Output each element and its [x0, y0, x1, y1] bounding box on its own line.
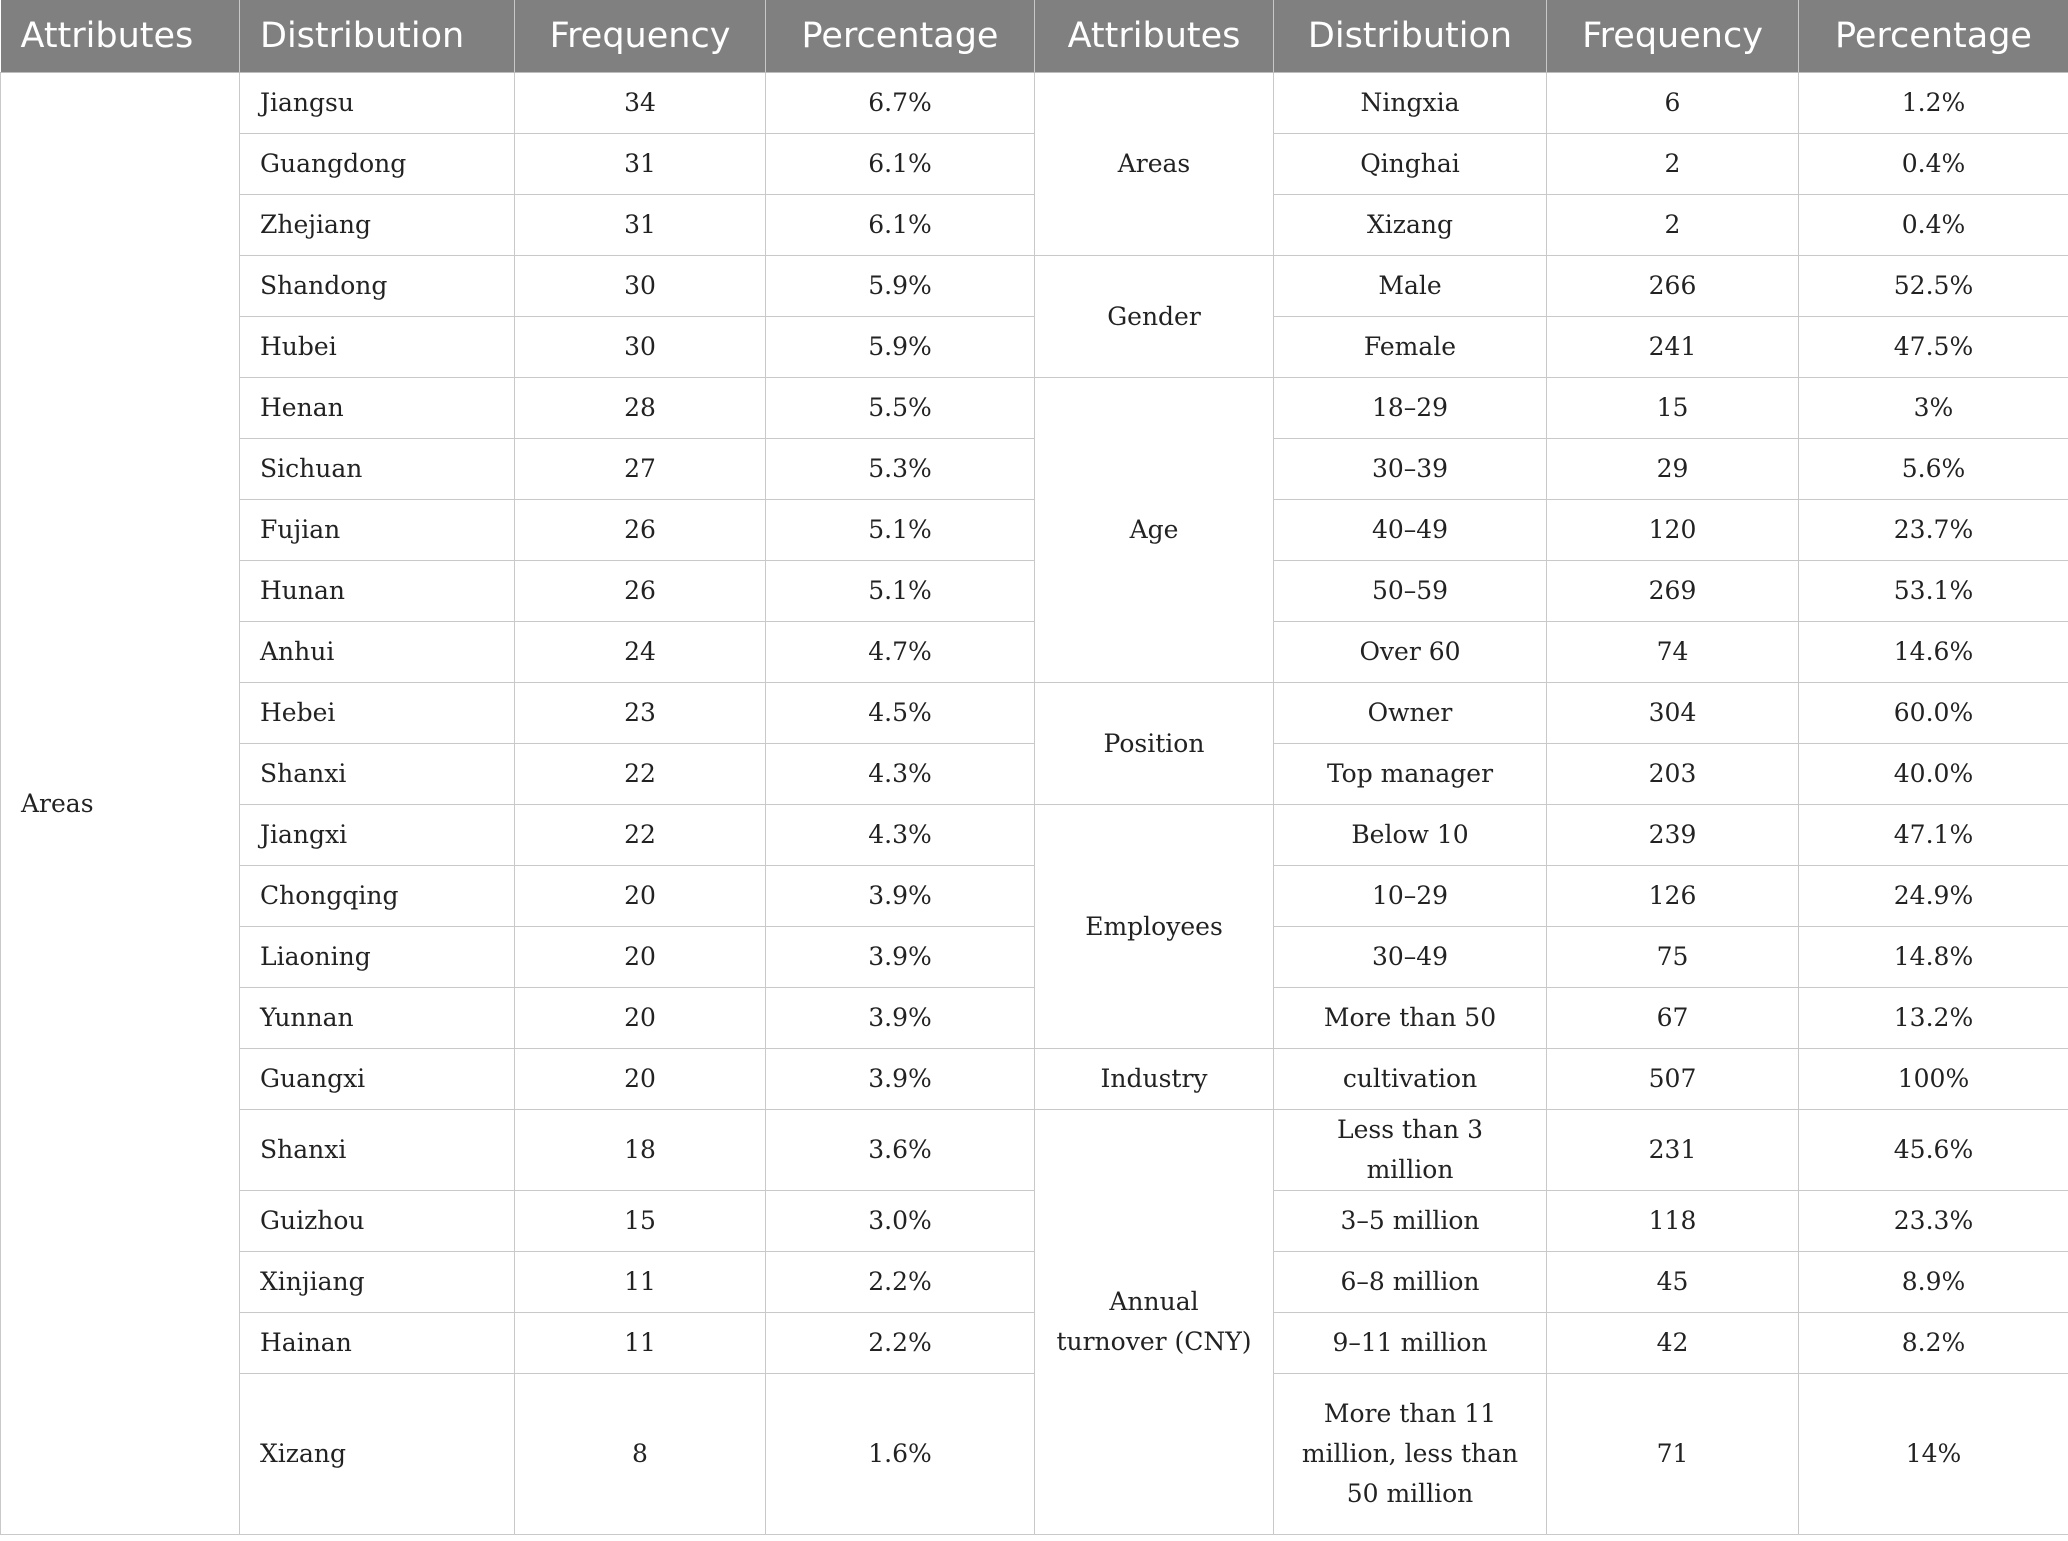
distribution-cell: Shandong	[240, 256, 515, 317]
frequency-cell: 203	[1547, 744, 1799, 805]
header-frequency-right: Frequency	[1547, 0, 1799, 73]
table-row	[1, 317, 2068, 378]
frequency-cell: 2	[1547, 134, 1799, 195]
frequency-cell: 6	[1547, 73, 1799, 134]
frequency-cell: 304	[1547, 683, 1799, 744]
percentage-cell: 5.3%	[766, 439, 1035, 500]
distribution-cell: 18–29	[1274, 378, 1547, 439]
frequency-cell: 24	[515, 622, 766, 683]
percentage-cell: 4.3%	[766, 744, 1035, 805]
attribute-cell: Areas	[1035, 73, 1274, 256]
frequency-cell: 231	[1547, 1110, 1799, 1191]
percentage-cell: 2.2%	[766, 1252, 1035, 1313]
distribution-cell: cultivation	[1274, 1049, 1547, 1110]
percentage-cell: 5.9%	[766, 317, 1035, 378]
frequency-cell: 22	[515, 805, 766, 866]
table-row	[1, 744, 2068, 805]
percentage-cell: 14.8%	[1799, 927, 2068, 988]
distribution-cell: Top manager	[1274, 744, 1547, 805]
distribution-cell: Henan	[240, 378, 515, 439]
header-distribution-right: Distribution	[1274, 0, 1547, 73]
distribution-cell: Hunan	[240, 561, 515, 622]
distribution-cell: 10–29	[1274, 866, 1547, 927]
percentage-cell: 6.7%	[766, 73, 1035, 134]
frequency-cell: 29	[1547, 439, 1799, 500]
frequency-cell: 71	[1547, 1374, 1799, 1535]
distribution-cell: Hainan	[240, 1313, 515, 1374]
percentage-cell: 4.5%	[766, 683, 1035, 744]
percentage-cell: 5.1%	[766, 500, 1035, 561]
distribution-cell: 40–49	[1274, 500, 1547, 561]
frequency-cell: 28	[515, 378, 766, 439]
percentage-cell: 40.0%	[1799, 744, 2068, 805]
distribution-cell: 30–39	[1274, 439, 1547, 500]
table-row	[1, 134, 2068, 195]
distribution-cell: Xinjiang	[240, 1252, 515, 1313]
percentage-cell: 45.6%	[1799, 1110, 2068, 1191]
frequency-cell: 26	[515, 561, 766, 622]
frequency-cell: 26	[515, 500, 766, 561]
frequency-cell: 15	[515, 1191, 766, 1252]
distribution-cell: 50–59	[1274, 561, 1547, 622]
table-row	[1, 927, 2068, 988]
distribution-cell: Zhejiang	[240, 195, 515, 256]
distribution-cell: 30–49	[1274, 927, 1547, 988]
frequency-cell: 266	[1547, 256, 1799, 317]
table-row	[1, 195, 2068, 256]
frequency-cell: 23	[515, 683, 766, 744]
percentage-cell: 0.4%	[1799, 195, 2068, 256]
percentage-cell: 5.1%	[766, 561, 1035, 622]
percentage-cell: 0.4%	[1799, 134, 2068, 195]
percentage-cell: 53.1%	[1799, 561, 2068, 622]
distribution-cell: Female	[1274, 317, 1547, 378]
distribution-cell: Guangxi	[240, 1049, 515, 1110]
header-row	[1, 0, 2068, 73]
percentage-cell: 6.1%	[766, 134, 1035, 195]
table-row	[1, 805, 2068, 866]
percentage-cell: 14.6%	[1799, 622, 2068, 683]
distribution-cell: Guangdong	[240, 134, 515, 195]
frequency-cell: 31	[515, 134, 766, 195]
frequency-cell: 118	[1547, 1191, 1799, 1252]
frequency-cell: 75	[1547, 927, 1799, 988]
table-row	[1, 1374, 2068, 1535]
frequency-cell: 11	[515, 1252, 766, 1313]
header-percentage-right: Percentage	[1799, 0, 2068, 73]
percentage-cell: 24.9%	[1799, 866, 2068, 927]
frequency-cell: 20	[515, 866, 766, 927]
percentage-cell: 1.6%	[766, 1374, 1035, 1535]
distribution-cell: Fujian	[240, 500, 515, 561]
distribution-cell: Over 60	[1274, 622, 1547, 683]
distribution-cell: Shanxi	[240, 1110, 515, 1191]
frequency-cell: 74	[1547, 622, 1799, 683]
frequency-cell: 15	[1547, 378, 1799, 439]
distribution-cell: Jiangxi	[240, 805, 515, 866]
percentage-cell: 5.5%	[766, 378, 1035, 439]
table-row	[1, 439, 2068, 500]
table-row	[1, 500, 2068, 561]
table-body	[1, 73, 2068, 1535]
distribution-cell: Yunnan	[240, 988, 515, 1049]
percentage-cell: 23.3%	[1799, 1191, 2068, 1252]
distribution-cell: Jiangsu	[240, 73, 515, 134]
frequency-cell: 34	[515, 73, 766, 134]
table-row	[1, 378, 2068, 439]
table-row	[1, 683, 2068, 744]
attribute-cell: Age	[1035, 378, 1274, 683]
table-row	[1, 73, 2068, 134]
percentage-cell: 14%	[1799, 1374, 2068, 1535]
distribution-cell: More than 11 million, less than 50 million	[1274, 1374, 1547, 1535]
percentage-cell: 5.9%	[766, 256, 1035, 317]
percentage-cell: 6.1%	[766, 195, 1035, 256]
attribute-cell: Annual turnover (CNY)	[1035, 1110, 1274, 1535]
distribution-cell: Less than 3 million	[1274, 1110, 1547, 1191]
distribution-cell: Xizang	[240, 1374, 515, 1535]
distribution-cell: Anhui	[240, 622, 515, 683]
frequency-cell: 241	[1547, 317, 1799, 378]
frequency-cell: 239	[1547, 805, 1799, 866]
percentage-cell: 5.6%	[1799, 439, 2068, 500]
table-row	[1, 1110, 2068, 1191]
frequency-cell: 8	[515, 1374, 766, 1535]
header-attributes-right: Attributes	[1035, 0, 1274, 73]
percentage-cell: 60.0%	[1799, 683, 2068, 744]
distribution-cell: Ningxia	[1274, 73, 1547, 134]
percentage-cell: 100%	[1799, 1049, 2068, 1110]
percentage-cell: 13.2%	[1799, 988, 2068, 1049]
frequency-cell: 30	[515, 256, 766, 317]
table-row	[1, 561, 2068, 622]
percentage-cell: 47.5%	[1799, 317, 2068, 378]
frequency-cell: 42	[1547, 1313, 1799, 1374]
table-row	[1, 1252, 2068, 1313]
table-row	[1, 1313, 2068, 1374]
percentage-cell: 23.7%	[1799, 500, 2068, 561]
attribute-cell-areas: Areas	[1, 73, 240, 1535]
percentage-cell: 4.7%	[766, 622, 1035, 683]
table-row	[1, 1049, 2068, 1110]
header-frequency-left: Frequency	[515, 0, 766, 73]
frequency-cell: 507	[1547, 1049, 1799, 1110]
frequency-cell: 269	[1547, 561, 1799, 622]
frequency-cell: 11	[515, 1313, 766, 1374]
percentage-cell: 3.9%	[766, 988, 1035, 1049]
frequency-cell: 2	[1547, 195, 1799, 256]
distribution-cell: Below 10	[1274, 805, 1547, 866]
frequency-cell: 20	[515, 927, 766, 988]
table-row	[1, 866, 2068, 927]
table-row	[1, 256, 2068, 317]
attribute-cell: Position	[1035, 683, 1274, 805]
distribution-cell: Sichuan	[240, 439, 515, 500]
table-row	[1, 1191, 2068, 1252]
attribute-cell: Industry	[1035, 1049, 1274, 1110]
percentage-cell: 3%	[1799, 378, 2068, 439]
percentage-cell: 2.2%	[766, 1313, 1035, 1374]
percentage-cell: 47.1%	[1799, 805, 2068, 866]
frequency-cell: 126	[1547, 866, 1799, 927]
header-percentage-left: Percentage	[766, 0, 1035, 73]
distribution-cell: Hebei	[240, 683, 515, 744]
distribution-cell: Owner	[1274, 683, 1547, 744]
header-attributes-left: Attributes	[1, 0, 240, 73]
header-distribution-left: Distribution	[240, 0, 515, 73]
attribute-cell: Employees	[1035, 805, 1274, 1049]
frequency-cell: 20	[515, 1049, 766, 1110]
percentage-cell: 3.6%	[766, 1110, 1035, 1191]
distribution-cell: Guizhou	[240, 1191, 515, 1252]
distribution-cell: Male	[1274, 256, 1547, 317]
frequency-cell: 18	[515, 1110, 766, 1191]
distribution-cell: 9–11 million	[1274, 1313, 1547, 1374]
percentage-cell: 3.0%	[766, 1191, 1035, 1252]
percentage-cell: 3.9%	[766, 866, 1035, 927]
frequency-cell: 31	[515, 195, 766, 256]
attribute-cell: Gender	[1035, 256, 1274, 378]
distribution-cell: 6–8 million	[1274, 1252, 1547, 1313]
frequency-cell: 120	[1547, 500, 1799, 561]
percentage-cell: 8.2%	[1799, 1313, 2068, 1374]
percentage-cell: 3.9%	[766, 927, 1035, 988]
frequency-cell: 20	[515, 988, 766, 1049]
distribution-cell: Liaoning	[240, 927, 515, 988]
distribution-cell: Hubei	[240, 317, 515, 378]
distribution-cell: Shanxi	[240, 744, 515, 805]
percentage-cell: 1.2%	[1799, 73, 2068, 134]
frequency-cell: 27	[515, 439, 766, 500]
table-row	[1, 988, 2068, 1049]
percentage-cell: 4.3%	[766, 805, 1035, 866]
distribution-cell: Qinghai	[1274, 134, 1547, 195]
distribution-cell: Chongqing	[240, 866, 515, 927]
percentage-cell: 3.9%	[766, 1049, 1035, 1110]
table-row	[1, 622, 2068, 683]
frequency-cell: 30	[515, 317, 766, 378]
frequency-cell: 67	[1547, 988, 1799, 1049]
frequency-cell: 22	[515, 744, 766, 805]
distribution-cell: Xizang	[1274, 195, 1547, 256]
distribution-cell: 3–5 million	[1274, 1191, 1547, 1252]
frequency-cell: 45	[1547, 1252, 1799, 1313]
distribution-cell: More than 50	[1274, 988, 1547, 1049]
percentage-cell: 8.9%	[1799, 1252, 2068, 1313]
percentage-cell: 52.5%	[1799, 256, 2068, 317]
